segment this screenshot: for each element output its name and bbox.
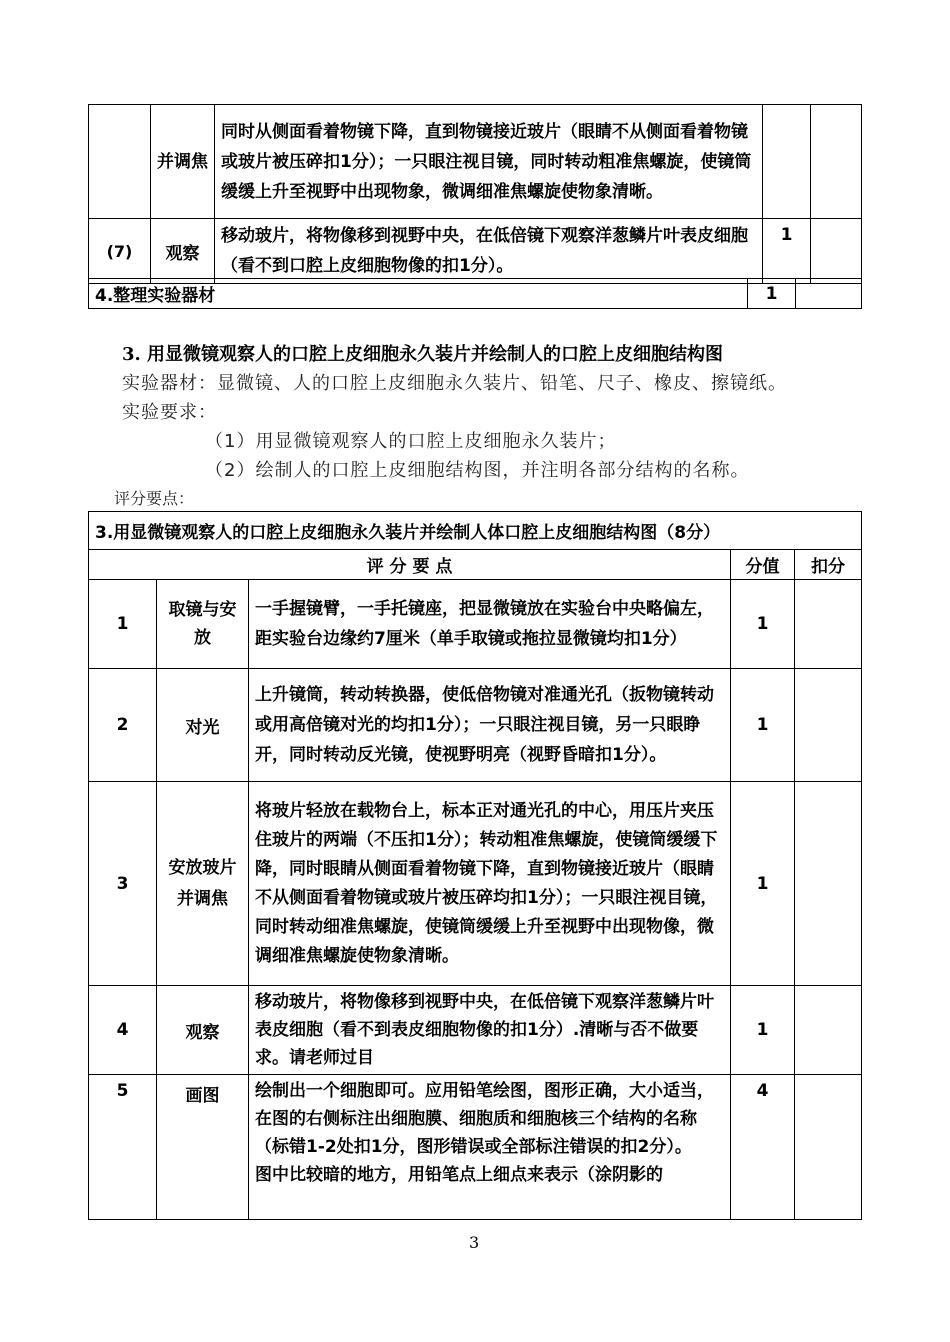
step-number: 5 [89, 1075, 157, 1220]
table-row [89, 580, 862, 669]
score-cell: 1 [731, 580, 795, 669]
deduct-cell [795, 782, 862, 986]
step-number: 4 [89, 986, 157, 1075]
table-title-row [89, 512, 862, 550]
step-name: 画图 [157, 1075, 249, 1220]
step-number: 1 [89, 580, 157, 669]
requirements-label: 实验要求： [122, 402, 217, 423]
step-number: (7) [89, 219, 151, 284]
step-content: 同时从侧面看着物镜下降，直到物镜接近玻片（眼睛不从侧面看着物镜或玻片被压碎扣1分）；一只眼注视目镜，同时转动粗准焦螺旋，使镜筒缓缓上升至视野中出现物象，微调细准焦螺旋使物象清晰。 [215, 105, 763, 219]
step-content: 绘制出一个细胞即可。应用铅笔绘图，图形正确，大小适当，在图的右侧标注出细胞膜、细胞质和细胞核三个结构的名称（标错1-2处扣1分，图形错误或全部标注错误的扣2分）。 [255, 1081, 714, 1157]
table-header-row [89, 550, 862, 580]
step-content: 将玻片轻放在载物台上，标本正对通光孔的中心，用压片夹压住玻片的两端（不压扣1分）；转动粗准焦螺旋，使镜筒缓缓下降，同时眼睛从侧面看着物镜下降，直到物镜接近玻片（眼睛不从侧面看着物镜或玻片被压碎均扣1分）；一只眼注视目镜，同时转动细准焦螺旋，使镜筒缓缓上升至视野中出现物像，微调细准焦螺旋使物象清晰。 [249, 782, 731, 986]
step-name: 观察 [157, 986, 249, 1075]
deduct-cell [811, 219, 862, 284]
table-row [89, 669, 862, 782]
step-number: 2 [89, 669, 157, 782]
step-name: 安放玻片并调焦 [157, 782, 249, 986]
step-content: 移动玻片，将物像移到视野中央，在低倍镜下观察洋葱鳞片叶表皮细胞（看不到口腔上皮细胞物像的扣1分）。 [215, 219, 763, 284]
deduct-cell [795, 1075, 862, 1220]
deduct-cell [811, 105, 862, 219]
deduct-cell [795, 986, 862, 1075]
footer-label: 4.整理实验器材 [89, 279, 748, 309]
table-row [89, 1075, 862, 1220]
materials-text: 实验器材：显微镜、人的口腔上皮细胞永久装片、铅笔、尺子、橡皮、擦镜纸。 [122, 373, 787, 394]
step-name: 对光 [157, 669, 249, 782]
step-content: 一手握镜臂，一手托镜座，把显微镜放在实验台中央略偏左，距实验台边缘约7厘米（单手取镜或拖拉显微镜均扣1分） [249, 580, 731, 669]
scoring-table [88, 511, 862, 1220]
score-cell: 1 [731, 782, 795, 986]
deduct-cell [796, 279, 862, 309]
table-row [89, 279, 862, 309]
step-name: 并调焦 [151, 105, 215, 219]
score-cell: 1 [731, 669, 795, 782]
step-number [89, 105, 151, 219]
section-heading: 3. 用显微镜观察人的口腔上皮细胞永久装片并绘制人的口腔上皮细胞结构图 [122, 344, 724, 365]
table-row [89, 219, 862, 284]
top-continuation-table [88, 104, 862, 284]
step-name: 观察 [151, 219, 215, 284]
page-number: 3 [469, 1233, 480, 1252]
step-number: 3 [89, 782, 157, 986]
top-footer-table [88, 278, 862, 309]
score-cell: 4 [731, 1075, 795, 1220]
table-row [89, 986, 862, 1075]
step-content-cell [249, 1075, 731, 1220]
scoring-label: 评分要点： [114, 489, 195, 508]
step-content: 移动玻片，将物像移到视野中央，在低倍镜下观察洋葱鳞片叶表皮细胞（看不到表皮细胞物像的扣1分）.清晰与否不做要求。请老师过目 [249, 986, 731, 1075]
step-name: 取镜与安放 [157, 580, 249, 669]
deduct-cell [795, 580, 862, 669]
requirement-2: （2）绘制人的口腔上皮细胞结构图，并注明各部分结构的名称。 [205, 460, 750, 481]
score-cell: 1 [748, 279, 796, 309]
deduct-cell [795, 669, 862, 782]
header-score: 分值 [731, 550, 795, 580]
header-deduct: 扣分 [795, 550, 862, 580]
table-title: 3.用显微镜观察人的口腔上皮细胞永久装片并绘制人体口腔上皮细胞结构图（8分） [89, 512, 862, 550]
step-content-continued: 图中比较暗的地方，用铅笔点上细点来表示（涂阴影的 [255, 1165, 663, 1185]
header-points: 评 分 要 点 [89, 550, 731, 580]
score-cell: 1 [731, 986, 795, 1075]
requirement-1: （1）用显微镜观察人的口腔上皮细胞永久装片； [205, 431, 617, 452]
table-row [89, 782, 862, 986]
table-row [89, 105, 862, 219]
score-cell [763, 105, 811, 219]
score-cell: 1 [763, 219, 811, 284]
step-content: 上升镜筒，转动转换器，使低倍物镜对准通光孔（扳物镜转动或用高倍镜对光的均扣1分）；一只眼注视目镜，另一只眼睁开，同时转动反光镜，使视野明亮（视野昏暗扣1分）。 [249, 669, 731, 782]
